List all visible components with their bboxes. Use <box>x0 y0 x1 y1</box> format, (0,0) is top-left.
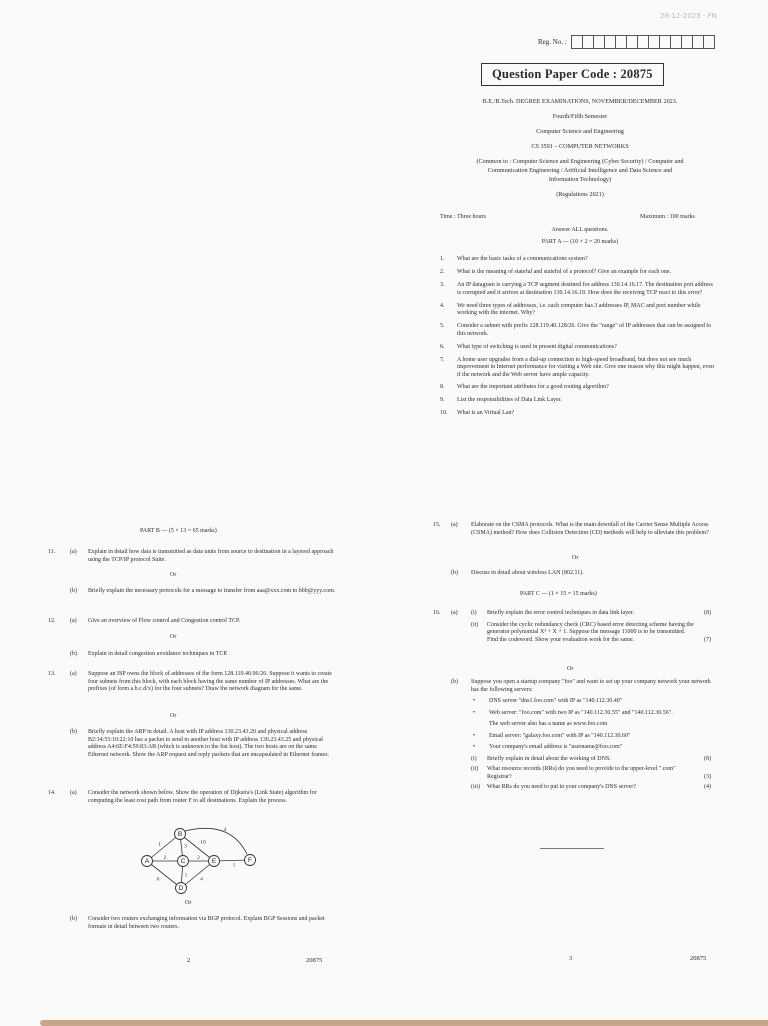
q16b-ii-label: (ii) <box>471 766 479 772</box>
edge-weight-A-C: 2 <box>163 855 167 861</box>
q14a-text: Consider the network shown below. Show the operation of Dijkstra's (Link State) algorithm for computing the least cost path from router F to all destinations. Explain the process. <box>88 790 317 804</box>
q11b <box>48 588 338 596</box>
q16b-i-marks: (8) <box>704 755 711 762</box>
or-14: Or <box>185 900 192 906</box>
q16b-iii-label: (iii) <box>471 784 480 790</box>
q16a-i-text: Briefly explain the error control techniques in data link layer. <box>487 610 634 616</box>
question-text: Consider a subnet with prefix 128.119.40.128/26. Give the "range" of IP addresses that can be assigned to this network. <box>457 323 712 337</box>
question-text: What is the meaning of stateful and stateful of a protocol? Give an example for each one. <box>457 269 672 275</box>
question-number: 2. <box>440 269 445 275</box>
q12b-label: (b) <box>70 651 77 657</box>
q16a-i-label: (i) <box>471 610 477 616</box>
or-13: Or <box>170 713 177 719</box>
edge-weight-A-B: 1 <box>158 841 161 848</box>
question-text: What are the basic tasks of a communications system? <box>457 256 588 262</box>
server-bullet <box>473 732 711 741</box>
part-a-heading: PART A — (10 × 2 = 20 marks) <box>541 239 619 245</box>
part-a-question <box>440 344 715 352</box>
q16b-i-text: Briefly explain in detail about the working of DNS. <box>487 755 611 762</box>
part-a-question <box>440 384 715 392</box>
question-text: What is an Virtual Lan? <box>457 410 515 416</box>
q16b <box>433 679 711 792</box>
q16b-intro: Suppose you open a startup company "foo" and want to set up your company network your network has the following servers: <box>471 679 711 693</box>
q11-number: 11. <box>48 549 56 555</box>
node-label-A: A <box>144 858 150 866</box>
question-text: A home user upgrades from a dial-up connection to high-speed broadband, but does not see much improvement in Internet performance for visiting a Web site. Give one reason why this might happen, even if the network and the Web server have ample capacity. <box>457 356 715 378</box>
exam-title: B.E./B.Tech. DEGREE EXAMINATIONS, NOVEMBER/DECEMBER 2023. <box>482 98 678 105</box>
q13b <box>48 729 338 759</box>
q12b <box>48 651 338 659</box>
edge-weight-C-D: 1 <box>184 872 188 879</box>
end-rule <box>540 848 604 849</box>
q14-number: 14. <box>48 790 56 796</box>
q12a-label: (a) <box>70 618 77 624</box>
q14b-text: Consider two routers exchanging information via BGP protocol. Explain BGP Sessions and packet formats in detail between two routers. <box>88 916 325 930</box>
question-text: What type of switching is used in present digital communications? <box>457 343 617 350</box>
edge-B-F <box>185 828 247 854</box>
q16b-i <box>471 756 711 764</box>
q11 <box>48 549 338 564</box>
question-paper-code: Question Paper Code : 20875 <box>481 63 664 86</box>
q14b-label: (b) <box>70 916 77 922</box>
q16a-ii-label: (ii) <box>471 621 479 628</box>
web-note: The web server also has a name as www.foo.com <box>489 721 608 727</box>
common-line-3: Information Technology) <box>548 176 612 183</box>
part-b-heading: PART B — (5 × 13 = 65 marks) <box>140 528 217 534</box>
q16b-ii-text: What resource records (RRs) do you need to provide to the upper-level ".com" Registrar? <box>487 766 676 780</box>
bullet-text: Web server: "foo.com" with two IP as "140.112.30.55" and "140.112.30.56". <box>489 709 673 716</box>
q13a-text: Suppose an ISP owns the block of addresses of the form 128.119.40.96/26. Suppose it wants to create four subnets from this block, with each block having the same number of IP addresses. What are the prefixes (of form a.b.c.d/x) for the four subnets? Draw the network diagram for the same. <box>88 671 332 692</box>
course-title: CS 3591 – COMPUTER NETWORKS <box>531 143 629 150</box>
q16b-i-label: (i) <box>471 755 477 762</box>
part-a-question <box>440 323 715 338</box>
q12-number: 12. <box>48 618 56 624</box>
bullet-dot: • <box>473 732 476 739</box>
reg-no-boxes <box>571 35 715 49</box>
q16a-i-marks: (8) <box>704 610 711 616</box>
server-bullet <box>473 744 711 752</box>
part-a-question <box>440 397 715 405</box>
bullet-text: DNS server "dns1.foo.com" with IP as "140.112.30.40" <box>489 698 623 704</box>
page-code-right: 20875 <box>690 955 707 962</box>
node-label-C: C <box>180 858 186 866</box>
q16a-ii <box>471 622 711 645</box>
q15-number: 15. <box>433 522 441 528</box>
q14 <box>48 790 338 805</box>
question-number: 9. <box>440 397 445 403</box>
edge-weight-E-F: 1 <box>232 862 236 869</box>
q14b <box>48 916 338 931</box>
question-text: What are the important attributes for a good routing algorithm? <box>457 384 609 390</box>
node-label-D: D <box>178 885 184 893</box>
question-text: An IP datagram is carrying a TCP segment destined for address 130.14.16.17. The destination port address is corrupted and it arrives at destination 130.14.16.19. How does the receiving TCP react to this error? <box>457 282 713 296</box>
part-a-question <box>440 357 715 380</box>
q16a <box>433 610 711 644</box>
question-number: 3. <box>440 282 445 288</box>
edge-weight-B-F: 4 <box>223 827 227 833</box>
part-a-question <box>440 256 715 264</box>
question-number: 6. <box>440 343 445 350</box>
q13a-label: (a) <box>70 671 77 677</box>
exam-header <box>430 97 730 199</box>
q11a-label: (a) <box>70 549 77 555</box>
question-text: List the responsibilities of Data Link Layer. <box>457 397 562 403</box>
reg-no-label: Reg. No. : <box>538 38 567 46</box>
question-number: 7. <box>440 356 445 363</box>
part-a-question <box>440 282 715 297</box>
bullet-dot: • <box>473 698 476 704</box>
q16a-i <box>471 610 711 618</box>
q13 <box>48 671 338 694</box>
question-number: 5. <box>440 323 445 329</box>
handwritten-date: 28-12-2023 - FN <box>660 12 717 20</box>
or-11: Or <box>170 572 177 578</box>
server-bullets <box>473 698 711 752</box>
q12 <box>48 618 338 626</box>
q16a-ii-text: Consider the cyclic redundancy check (CRC) based error detecting scheme having the generator polynomial X³ + X + 1. Suppose the message 11000 is to be transmitted. Find the codeword. Show your evaluation work for the same. <box>487 621 694 643</box>
edge-A-D <box>147 861 181 888</box>
node-label-B: B <box>177 831 183 839</box>
q11b-label: (b) <box>70 588 77 594</box>
bullet-dot: • <box>473 744 476 750</box>
part-a-question <box>440 303 715 318</box>
q12b-text: Explain in detail congestion avoidance techniques in TCP. <box>88 651 228 657</box>
edge-weight-C-E: 2 <box>197 855 200 861</box>
bullet-text: Email server: "galaxy.foo.com" with IP as "140.112.30.60" <box>489 732 631 739</box>
part-c-heading: PART C — (1 × 15 = 15 marks) <box>520 591 597 597</box>
part-a-list <box>440 256 715 423</box>
edge-weight-A-D: 6 <box>156 876 160 883</box>
q15b-text: Discuss in detail about wireless LAN (802.11). <box>471 570 584 576</box>
part-a-question <box>440 410 715 418</box>
page-number-left: 2 <box>187 957 191 964</box>
page-edge <box>40 1020 768 1026</box>
network-diagram <box>135 818 270 896</box>
common-line-2: Communication Engineering / Artificial Intelligence and Data Science and <box>487 167 673 174</box>
server-bullet <box>473 698 711 706</box>
semester: Fourth/Fifth Semester <box>552 113 608 120</box>
q15b <box>433 570 713 578</box>
question-text: We need three types of addresses, i.e. each computer has 3 addresses IP, MAC and port number while working with the internet. Why? <box>457 302 701 316</box>
q15b-label: (b) <box>451 570 458 576</box>
question-number: 4. <box>440 302 445 309</box>
common-line-1: (Common to : Computer Science and Engineering (Cyber Security) / Computer and <box>476 158 684 165</box>
reg-no <box>538 35 715 49</box>
max-marks-label: Maximum : 100 marks <box>640 214 695 220</box>
bullet-text: Your company's email address is "username@foo.com" <box>489 744 623 750</box>
question-number: 10. <box>440 410 448 416</box>
question-number: 1. <box>440 256 445 262</box>
q15 <box>433 522 713 537</box>
answer-all: Answer ALL questions. <box>551 227 609 233</box>
or-15: Or <box>572 555 579 561</box>
q16b-iii-marks: (4) <box>704 784 711 790</box>
q15a-text: Elaborate on the CSMA protocols. What is the main downfall of the Carrier Sense Multiple Access (CSMA) method? How does Collision Detection (CD) methods will help to alleviate this problem? <box>471 522 709 536</box>
edge-weight-B-C: 3 <box>184 843 187 850</box>
q16a-label: (a) <box>451 610 458 616</box>
bullet-dot: • <box>473 709 476 716</box>
q12a-text: Give an overview of Flow control and Congestion control TCP. <box>88 618 241 624</box>
node-label-F: F <box>248 857 252 865</box>
or-16: Or <box>567 666 574 672</box>
q15a-label: (a) <box>451 522 458 528</box>
q16b-label: (b) <box>451 679 458 685</box>
q16b-iii-text: What RRs do you need to put in your company's DNS server? <box>487 784 636 790</box>
q13b-label: (b) <box>70 729 77 735</box>
q16b-ii-marks: (3) <box>704 773 711 780</box>
q16b-ii <box>471 766 711 781</box>
edge-weight-B-E: 10 <box>200 839 206 846</box>
regulations: (Regulations 2021) <box>556 191 604 198</box>
q13b-text: Briefly explain the ARP in detail. A host with IP address 130.23.43.20 and physical address B2:34:55:10:22:10 has a packet to send to another host with IP address 130.23.43.25 and physical address A4:6E:F4:59:83:AB (which is unknown to the fist host). The two hosts are on the same Ethernet network. Show the ARP request and reply packets that are encapsulated in Ethernet frames. <box>88 729 330 758</box>
node-label-E: E <box>211 858 217 866</box>
q16-number: 16. <box>433 610 441 616</box>
q16a-ii-marks: (7) <box>704 636 711 643</box>
q11b-text: Briefly explain the necessary protocols for a message to transfer from aaa@xxx.com to bbb@yyy.com. <box>88 588 336 594</box>
q14a-label: (a) <box>70 790 77 796</box>
edge-weight-D-E: 4 <box>200 876 203 883</box>
part-a-question <box>440 269 715 277</box>
time-label: Time : Three hours <box>440 214 486 220</box>
or-12: Or <box>170 634 177 640</box>
page-number-right: 3 <box>569 955 573 962</box>
department: Computer Science and Engineering <box>536 128 624 135</box>
q11a-text: Explain in detail how data is transmitted as data units from source to destination in a layered approach using the TCP/IP protocol Suite. <box>88 549 334 563</box>
server-bullet <box>473 709 711 718</box>
question-number: 8. <box>440 384 445 390</box>
page-code-left: 20875 <box>306 957 323 964</box>
q16b-iii <box>471 784 711 792</box>
q13-number: 13. <box>48 671 56 677</box>
